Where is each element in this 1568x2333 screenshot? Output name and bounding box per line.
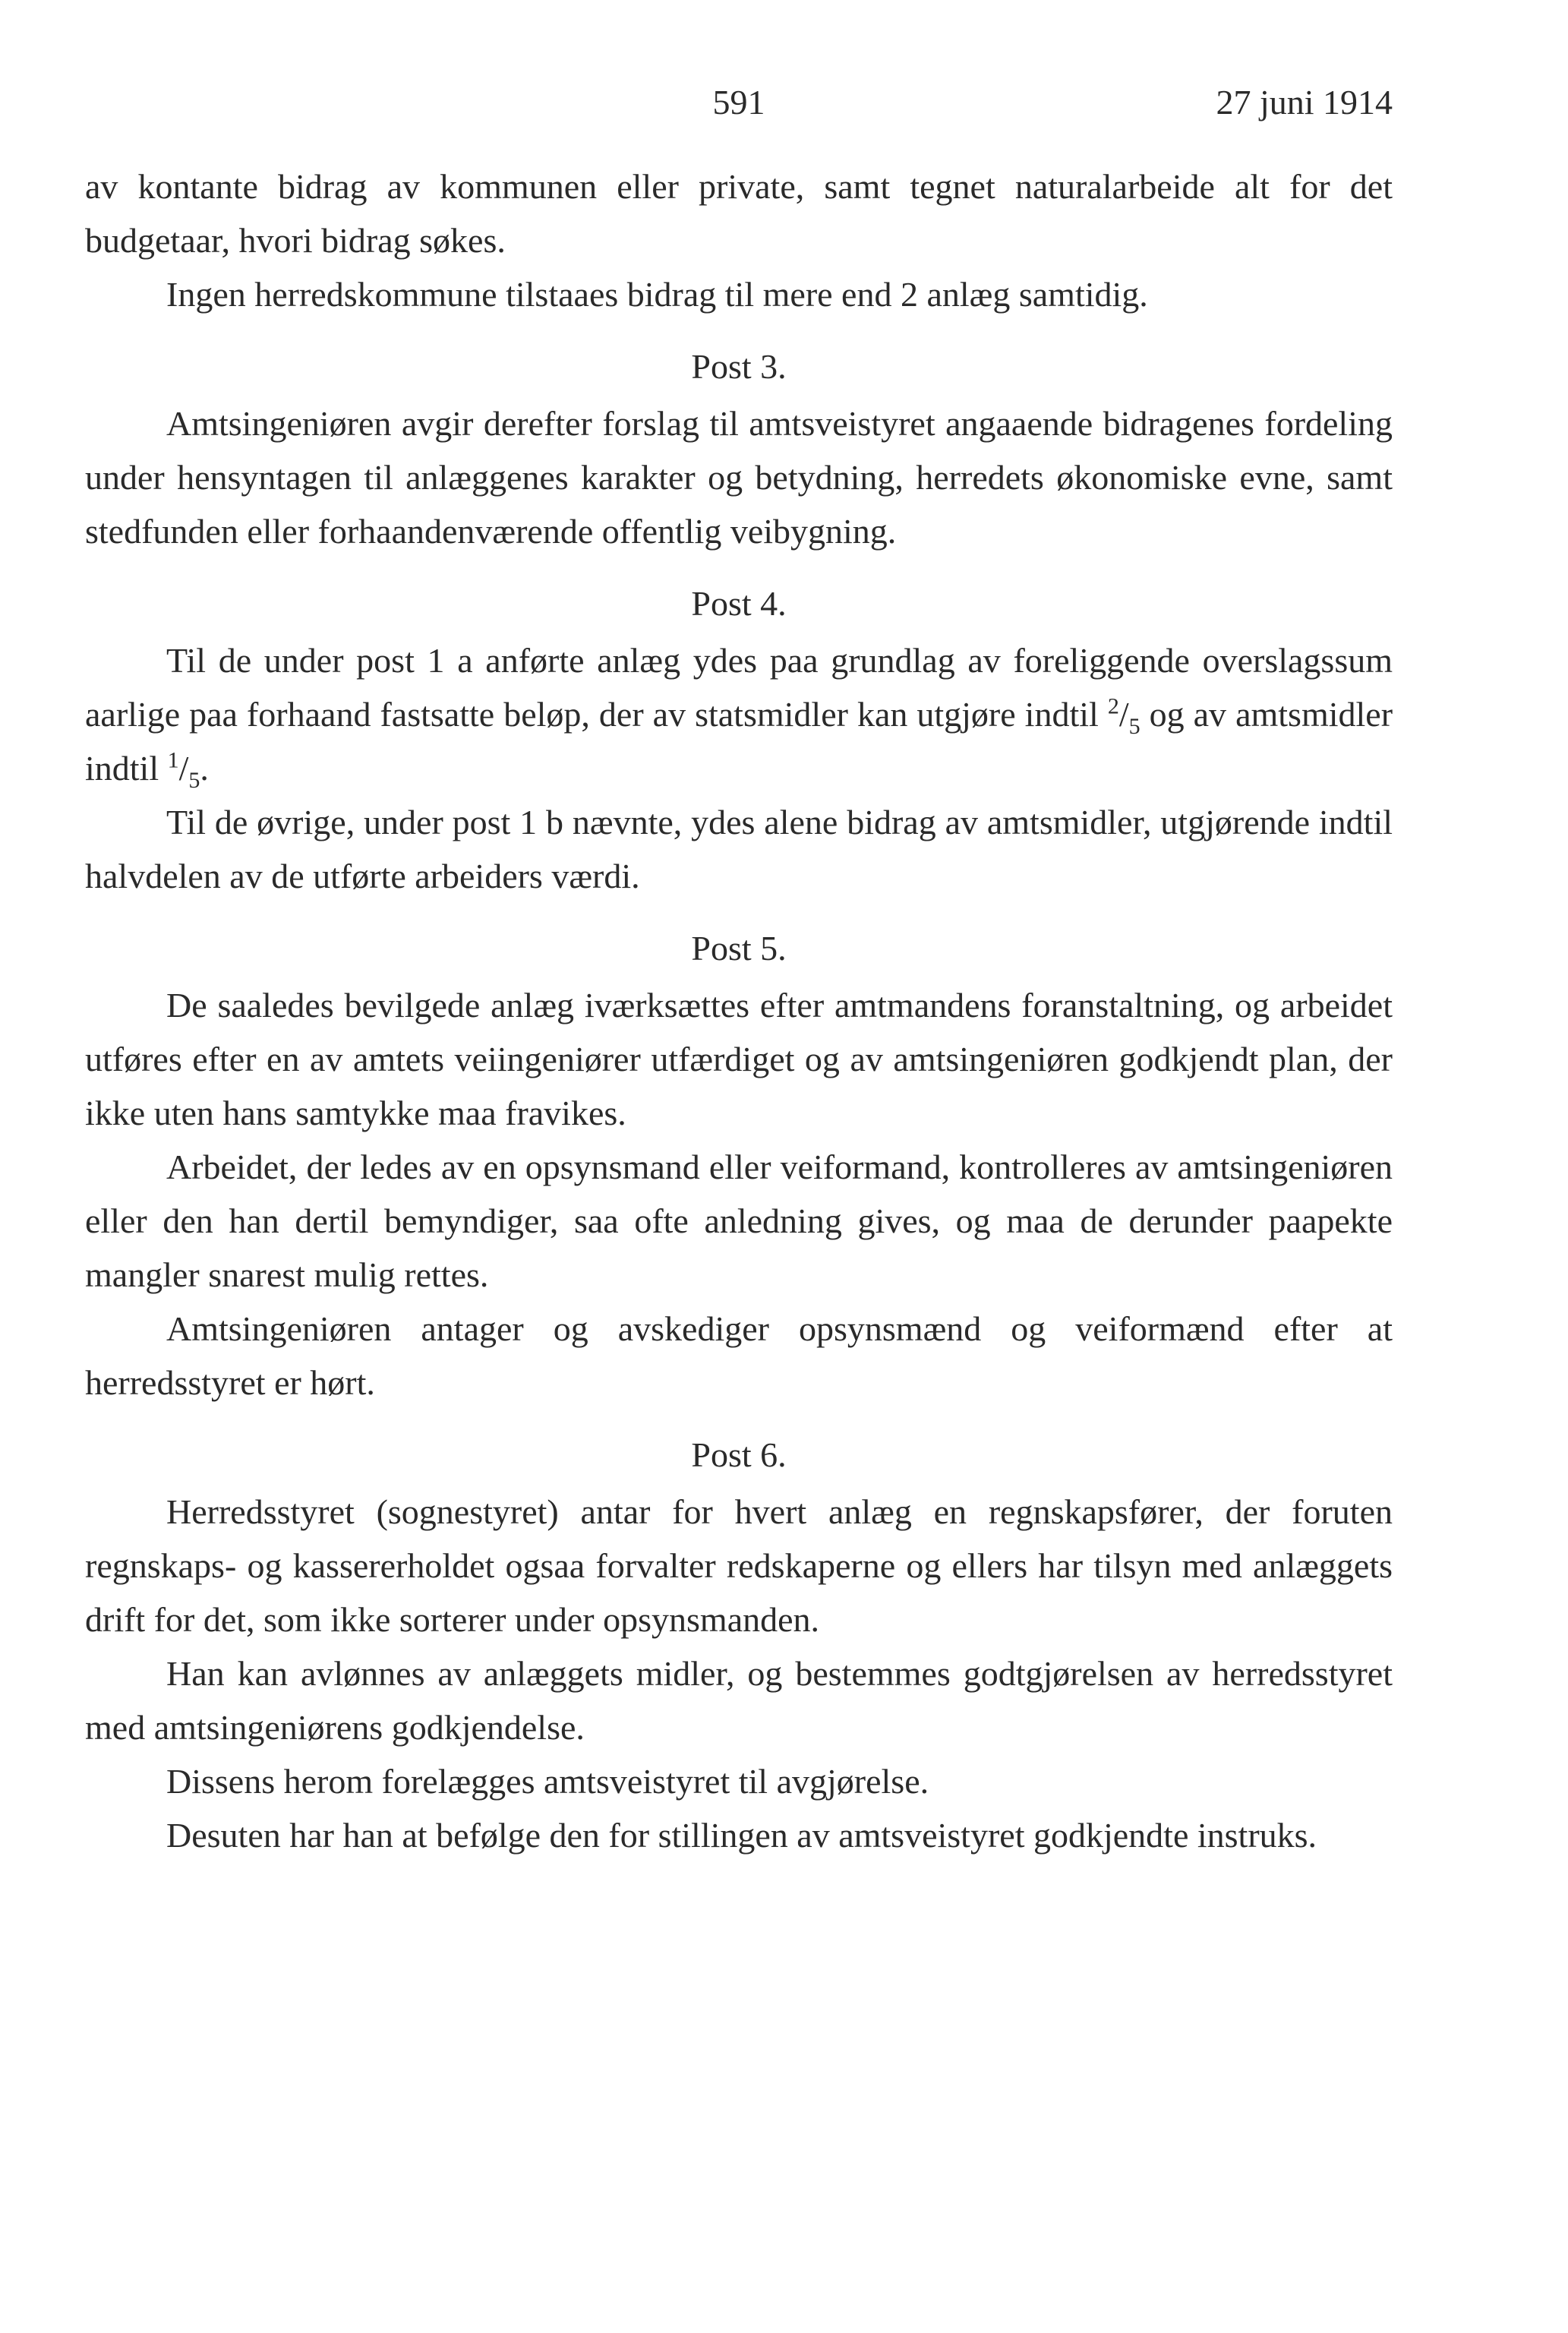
paragraph-with-fractions: [85, 633, 1393, 795]
paragraph: Dissens herom forelægges amtsveistyret til avgjørelse.: [166, 1762, 929, 1801]
paragraph-continuation: av kontante bidrag av kommunen eller private, samt tegnet naturalarbeide alt for det budgetaar, hvori bidrag søkes.: [85, 167, 1393, 260]
section-heading-post-4: Post 4.: [691, 584, 787, 623]
paragraph: Han kan avlønnes av anlæggets midler, og bestemmes godtgjørelsen av herredsstyret med amtsingeniørens godkjendelse.: [85, 1654, 1393, 1747]
section-heading-post-3: Post 3.: [691, 347, 787, 386]
page-date: 27 juni 1914: [1216, 83, 1393, 122]
paragraph-end: .: [200, 749, 209, 788]
paragraph: Herredsstyret (sognestyret) antar for hvert anlæg en regnskapsfører, der foruten regnskaps- og kassererholdet ogsaa forvalter redskaperne og ellers har tilsyn med anlæggets drift for det, som ikke sorterer under opsynsmanden.: [85, 1492, 1393, 1639]
paragraph: Amtsingeniøren antager og avskediger opsynsmænd og veiformænd efter at herredsstyret er hørt.: [85, 1309, 1393, 1402]
page-header: [85, 82, 1393, 135]
fraction-one-fifth: $^1/_5$: [167, 747, 200, 794]
paragraph-text: og av amtsmidler indtil: [85, 695, 1393, 788]
paragraph: Ingen herredskommune tilstaaes bidrag til mere end 2 anlæg samtidig.: [166, 275, 1148, 314]
section-heading-post-6: Post 6.: [691, 1435, 787, 1474]
paragraph: Amtsingeniøren avgir derefter forslag til amtsveistyret angaaende bidragenes fordeling under hensyntagen til anlæggenes karakter og betydning, herredets økonomiske evne, samt stedfunden eller forhaandenværende offentlig veibygning.: [85, 404, 1393, 551]
paragraph: Til de øvrige, under post 1 b nævnte, ydes alene bidrag av amtsmidler, utgjørende indtil halvdelen av de utførte arbeiders værdi.: [85, 803, 1393, 895]
fraction-numerator: 2: [1107, 693, 1119, 719]
paragraph: De saaledes bevilgede anlæg iværksættes efter amtmandens foranstaltning, og arbeidet utføres efter en av amtets veiingeniører utfærdiget og av amtsingeniøren godkjendt plan, der ikke uten hans samtykke maa fravikes.: [85, 986, 1393, 1132]
fraction-two-fifths: $^2/_5$: [1107, 693, 1141, 740]
paragraph: Arbeidet, der ledes av en opsynsmand eller veiformand, kontrolleres av amtsingeniøren eller den han dertil bemyndiger, saa ofte anledning gives, og maa de derunder paapekte mangler snarest mulig rettes.: [85, 1148, 1393, 1294]
paragraph: Desuten har han at befølge den for stillingen av amtsveistyret godkjendte instruks.: [166, 1816, 1317, 1855]
document-body: [85, 159, 1393, 1862]
section-heading-post-5: Post 5.: [691, 929, 787, 968]
fraction-denominator: 5: [1128, 714, 1141, 740]
fraction-numerator: 1: [167, 747, 179, 773]
paragraph-text: Til de under post 1 a anførte anlæg ydes paa grundlag av foreliggende overslagssum aarlige paa forhaand fastsatte beløp, der av statsmidler kan utgjøre indtil: [85, 641, 1393, 734]
fraction-denominator: 5: [188, 768, 200, 794]
page-number: 591: [712, 83, 765, 122]
